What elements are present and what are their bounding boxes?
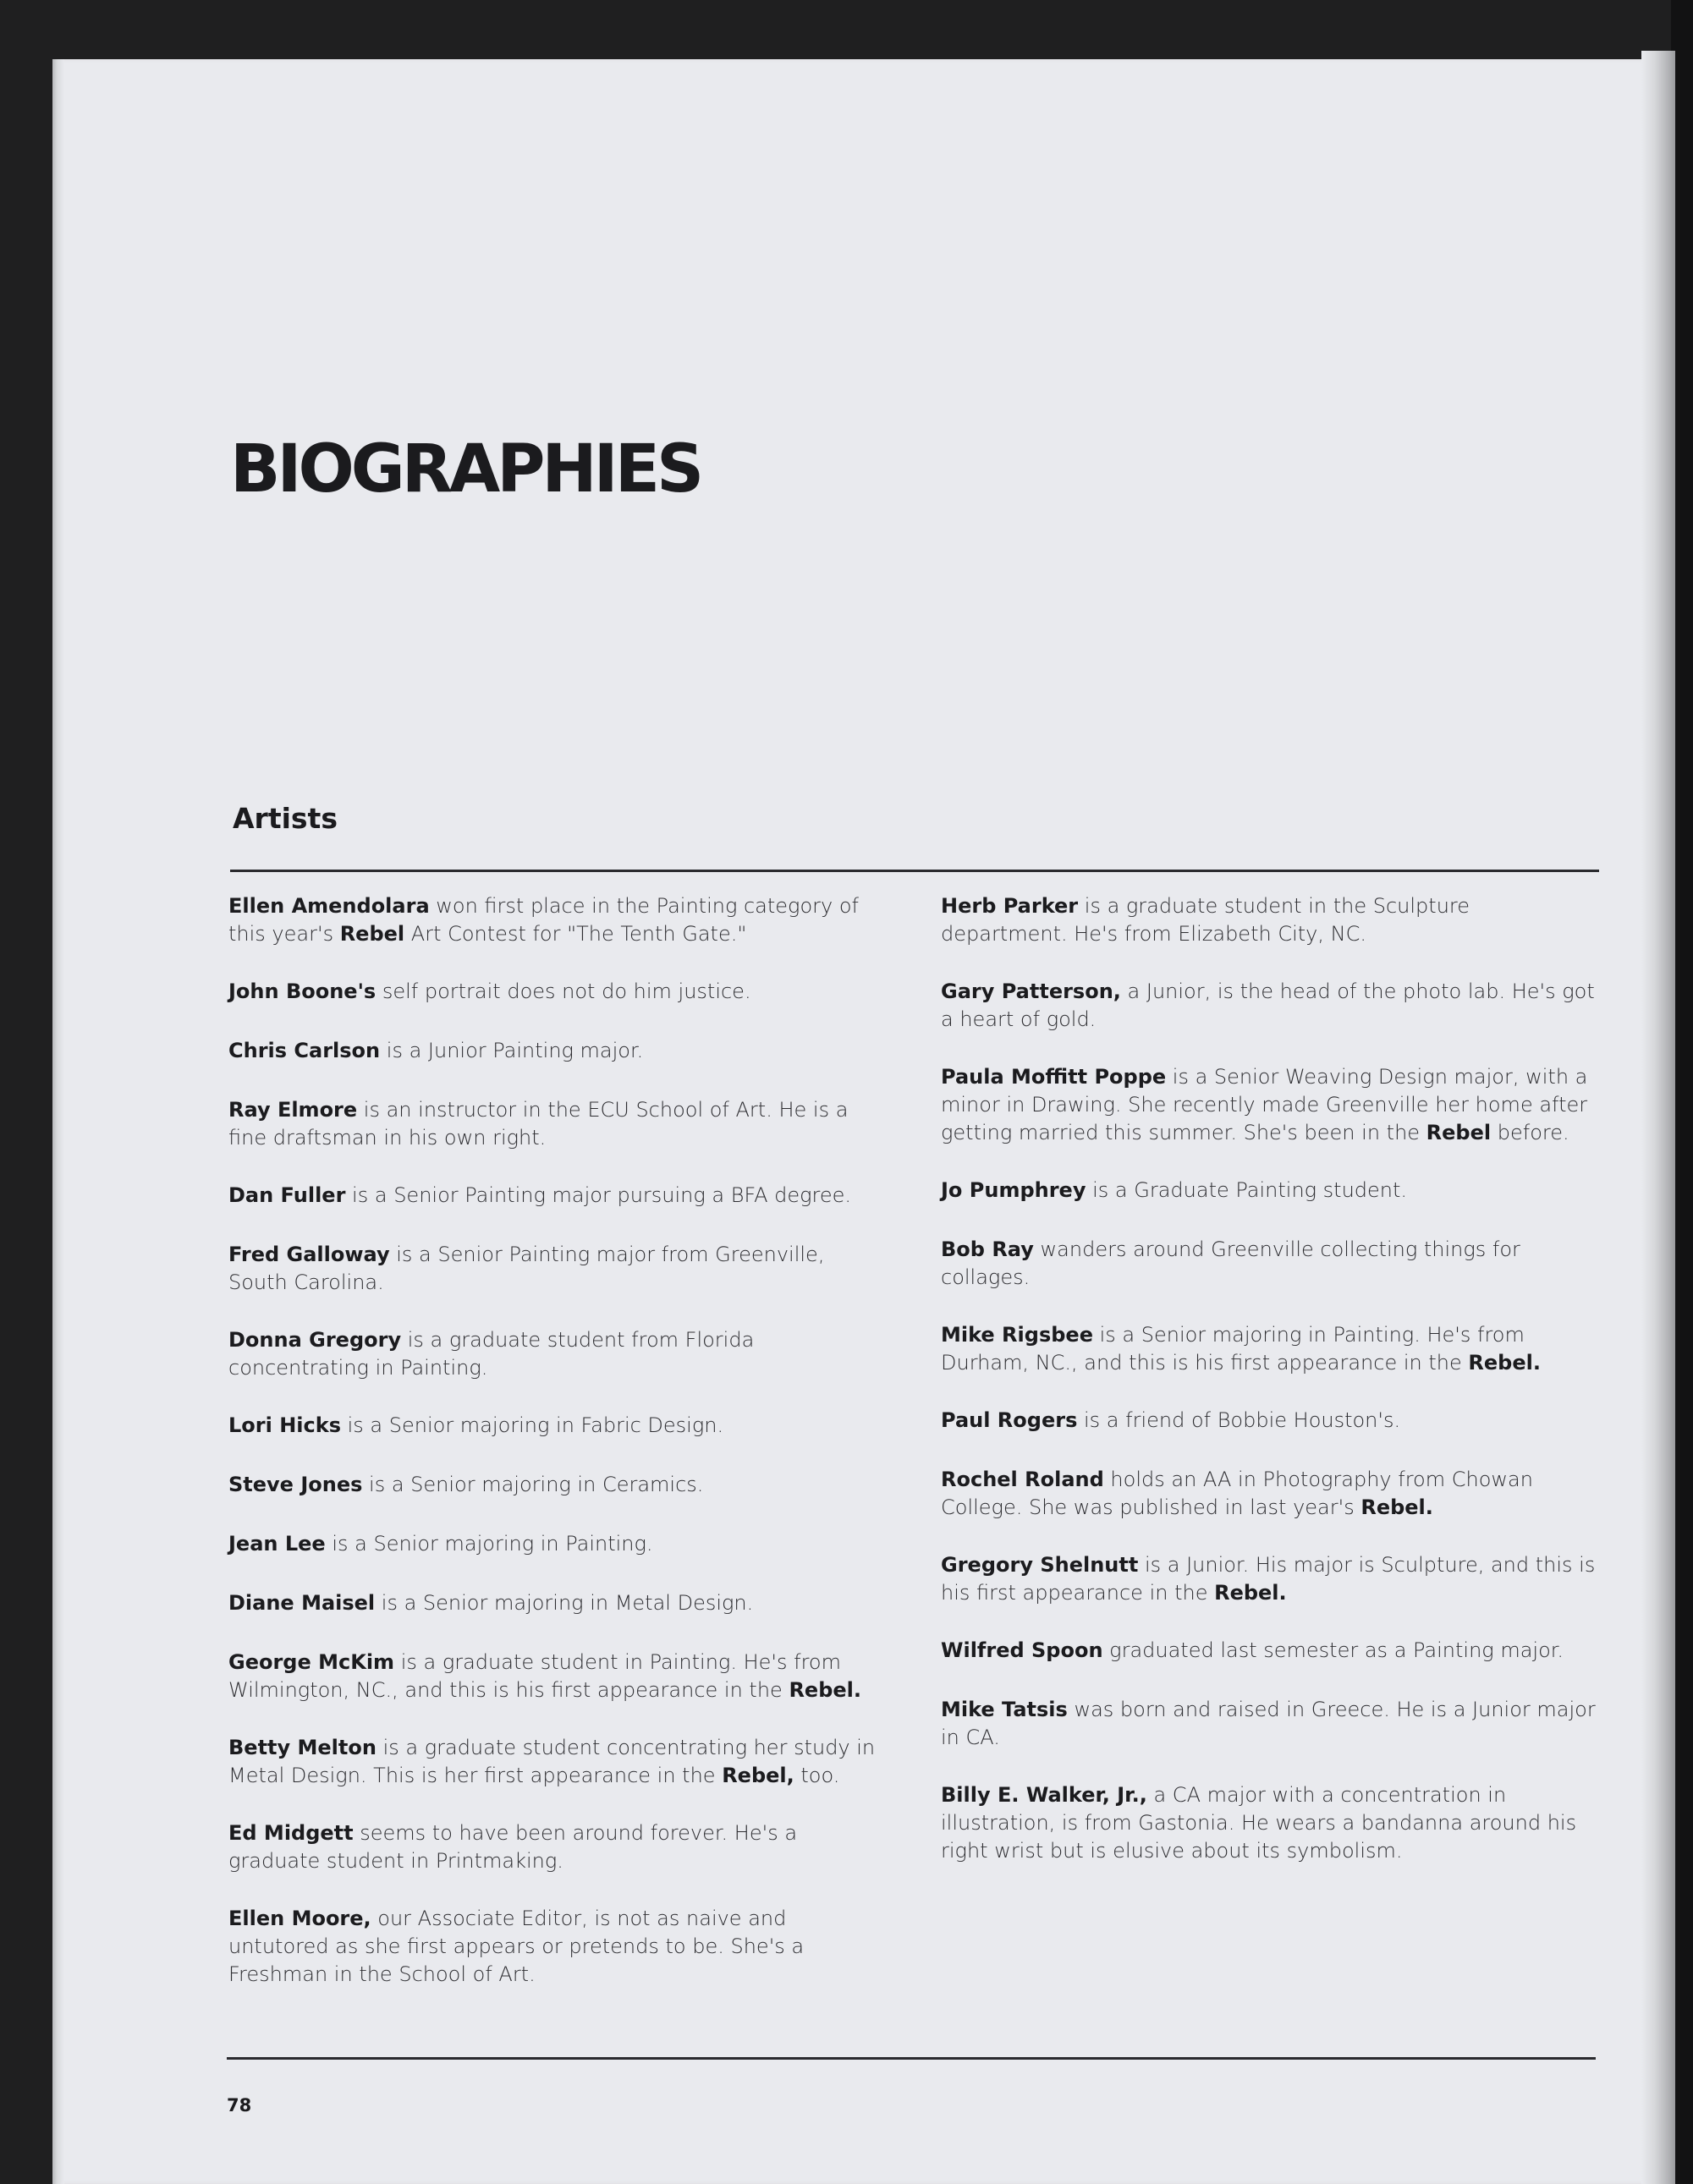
biography-entry	[228, 1326, 888, 1382]
biography-text: seems to have been around forever. He's a graduate student in Printmaking.	[228, 1821, 798, 1873]
section-divider-top	[230, 870, 1599, 872]
page-number: 78	[227, 2095, 252, 2115]
artist-name: Donna Gregory	[228, 1328, 402, 1352]
artist-name: Steve Jones	[228, 1473, 363, 1496]
artist-name: Herb Parker	[941, 894, 1079, 918]
biography-text: is a graduate student from Florida concentrating in Painting.	[228, 1328, 755, 1380]
artist-name: Paul Rogers	[941, 1408, 1078, 1432]
page-binding-edge	[52, 59, 64, 2184]
magazine-name: Rebel	[1426, 1121, 1492, 1144]
biography-entry	[941, 1407, 1601, 1435]
biography-text: our Associate Editor, is not as naive and untutored as she first appears or pretends to be. She's a Freshman in the School of Art.	[228, 1907, 805, 1986]
artist-name: Jo Pumphrey	[941, 1178, 1086, 1202]
biography-text: is a Junior. His major is Sculpture, and this is his first appearance in the	[941, 1553, 1596, 1605]
page-stack-edge	[1641, 51, 1675, 2184]
biography-entry	[941, 1177, 1601, 1204]
biography-entry	[941, 1551, 1601, 1607]
biography-entry	[228, 1819, 888, 1875]
artist-name: Rochel Roland	[941, 1468, 1104, 1491]
artist-name: Lori Hicks	[228, 1413, 341, 1437]
biography-entry	[228, 892, 888, 948]
artist-name: Mike Rigsbee	[941, 1323, 1093, 1347]
biography-entry	[941, 892, 1601, 948]
biography-text: is a graduate student in the Sculpture department. He's from Elizabeth City, NC.	[941, 894, 1470, 946]
artist-name: Gregory Shelnutt	[941, 1553, 1139, 1577]
biography-text: is a Junior Painting major.	[380, 1039, 644, 1062]
biography-text: graduated last semester as a Painting major.	[1102, 1638, 1564, 1662]
artist-name: Paula Moffitt Poppe	[941, 1065, 1167, 1089]
biography-entry	[228, 1241, 888, 1297]
biography-text: a Junior, is the head of the photo lab. He's got a heart of gold.	[941, 980, 1595, 1031]
artist-name: John Boone's	[228, 980, 377, 1003]
biography-text: wanders around Greenville collecting things for collages.	[941, 1237, 1520, 1289]
biography-text: is a Senior Weaving Design major, with a minor in Drawing. She recently made Greenville her home after getting married this summer. She's been in the	[941, 1065, 1588, 1144]
magazine-name: Rebel.	[1360, 1495, 1433, 1519]
biography-entry	[941, 978, 1601, 1034]
artist-name: Mike Tatsis	[941, 1698, 1068, 1721]
biography-entry	[228, 1182, 888, 1210]
biography-text: is a Graduate Painting student.	[1086, 1178, 1408, 1202]
biography-entry	[941, 1236, 1601, 1292]
page-title: BIOGRAPHIES	[230, 431, 701, 508]
biography-entry	[941, 1063, 1601, 1147]
biography-entry	[228, 1471, 888, 1499]
section-heading-artists: Artists	[233, 802, 338, 835]
artist-name: Chris Carlson	[228, 1039, 381, 1062]
biography-entry	[228, 1037, 888, 1065]
magazine-name: Rebel.	[1214, 1581, 1287, 1605]
biography-text: is a Senior majoring in Metal Design.	[375, 1591, 754, 1615]
artist-name: Bob Ray	[941, 1237, 1034, 1261]
biography-text: is a graduate student concentrating her study in Metal Design. This is her first appearance in the	[228, 1736, 876, 1787]
artist-name: Wilfred Spoon	[941, 1638, 1103, 1662]
biography-entry	[941, 1781, 1601, 1865]
biography-entry	[228, 1589, 888, 1617]
artist-name: Ray Elmore	[228, 1098, 358, 1122]
artist-name: Dan Fuller	[228, 1183, 346, 1207]
biography-text: is a Senior Painting major from Greenville, South Carolina.	[228, 1243, 825, 1294]
biography-text-cont: too.	[794, 1764, 840, 1787]
biography-text: a CA major with a concentration in illustration, is from Gastonia. He wears a bandanna around his right wrist but is elusive about its symbolism.	[941, 1783, 1577, 1863]
biography-text: holds an AA in Photography from Chowan College. She was published in last year's	[941, 1468, 1533, 1519]
biography-text: is a Senior majoring in Ceramics.	[362, 1473, 704, 1496]
biography-text: is a Senior majoring in Painting.	[325, 1532, 653, 1556]
magazine-name: Rebel,	[722, 1764, 794, 1787]
artist-name: Ellen Amendolara	[228, 894, 430, 918]
biography-column-left	[228, 892, 888, 1989]
artist-name: Fred Galloway	[228, 1243, 390, 1266]
artist-name: Jean Lee	[228, 1532, 326, 1556]
biography-text-cont: before.	[1491, 1121, 1569, 1144]
artist-name: Ellen Moore,	[228, 1907, 371, 1930]
biography-text: is a Senior Painting major pursuing a BFA degree.	[345, 1183, 852, 1207]
biography-entry	[228, 1530, 888, 1558]
biography-text: is a friend of Bobbie Houston's.	[1077, 1408, 1401, 1432]
biography-text: was born and raised in Greece. He is a Junior major in CA.	[941, 1698, 1596, 1749]
biography-entry	[941, 1466, 1601, 1522]
biography-text: is a Senior majoring in Fabric Design.	[340, 1413, 724, 1437]
artist-name: Diane Maisel	[228, 1591, 376, 1615]
biography-text: is a Senior majoring in Painting. He's from Durham, NC., and this is his first appearance in the	[941, 1323, 1525, 1375]
biography-entry	[228, 1649, 888, 1704]
biography-entry	[941, 1696, 1601, 1752]
biography-text: is an instructor in the ECU School of Art. He is a fine draftsman in his own right.	[228, 1098, 849, 1150]
biography-entry	[941, 1637, 1601, 1665]
biography-text-cont: Art Contest for "The Tenth Gate."	[404, 922, 747, 946]
biography-entry	[228, 978, 888, 1006]
magazine-name: Rebel	[339, 922, 405, 946]
biography-entry	[228, 1096, 888, 1152]
magazine-name: Rebel.	[789, 1678, 862, 1702]
magazine-name: Rebel.	[1468, 1351, 1541, 1375]
biography-entry	[228, 1734, 888, 1790]
biography-text: won first place in the Painting category of this year's	[228, 894, 859, 946]
artist-name: Gary Patterson,	[941, 980, 1121, 1003]
biography-text: self portrait does not do him justice.	[376, 980, 751, 1003]
biography-entry	[941, 1321, 1601, 1377]
section-divider-bottom	[227, 2057, 1596, 2060]
artist-name: Billy E. Walker, Jr.,	[941, 1783, 1147, 1807]
biography-column-right	[941, 892, 1601, 1865]
artist-name: Ed Midgett	[228, 1821, 354, 1845]
biography-entry	[228, 1905, 888, 1989]
artist-name: Betty Melton	[228, 1736, 377, 1759]
biography-entry	[228, 1412, 888, 1440]
biography-text: is a graduate student in Painting. He's from Wilmington, NC., and this is his first appearance in the	[228, 1650, 841, 1702]
artist-name: George McKim	[228, 1650, 395, 1674]
